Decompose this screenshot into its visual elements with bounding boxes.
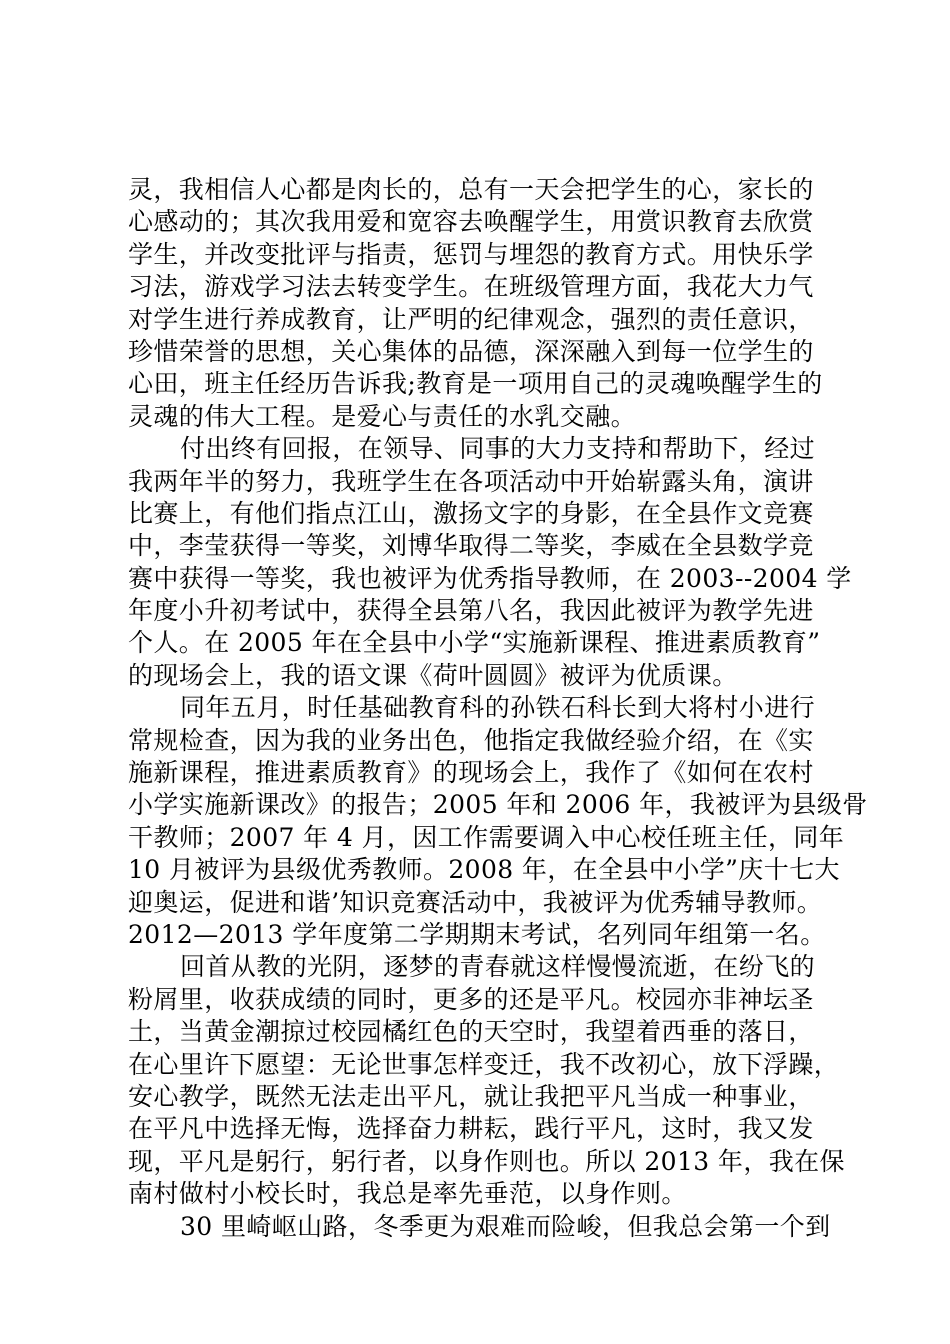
text-line: 10 月被评为县级优秀教师。2008 年，在全县中小学”庆十七大 <box>128 855 840 885</box>
text-line: 灵，我相信人心都是肉长的，总有一天会把学生的心，家长的 <box>128 175 814 204</box>
text-line: 年度小升初考试中，获得全县第八名，我因此被评为教学先进 <box>128 596 814 626</box>
text-line: 习法，游戏学习法去转变学生。在班级管理方面，我花大力气 <box>128 272 814 302</box>
text-line: 中，李莹获得一等奖，刘博华取得二等奖，李威在全县数学竞 <box>128 531 814 561</box>
text-line: 南村做村小校长时，我总是率先垂范，以身作则。 <box>128 1179 687 1209</box>
paragraph-first-line: 30 里崎岖山路，冬季更为艰难而险峻，但我总会第一个到 <box>180 1211 831 1241</box>
text-line: 土，当黄金潮掠过校园橘红色的天空时，我望着西垂的落日， <box>128 1017 814 1047</box>
text-line: 的现场会上，我的语文课《荷叶圆圆》被评为优质课。 <box>128 660 738 690</box>
paragraph-first-line: 回首从教的光阴，逐梦的青春就这样慢慢流逝，在纷飞的 <box>180 952 816 982</box>
text-line: 个人。在 2005 年在全县中小学“实施新课程、推进素质教育” <box>128 628 821 658</box>
text-line: 灵魂的伟大工程。是爱心与责任的水乳交融。 <box>128 401 637 431</box>
text-line: 施新课程，推进素质教育》的现场会上，我作了《如何在农村 <box>128 758 814 788</box>
text-line: 赛中获得一等奖，我也被评为优秀指导教师，在 2003--2004 学 <box>128 563 852 593</box>
text-line: 学生，并改变批评与指责，惩罚与埋怨的教育方式。用快乐学 <box>128 239 814 269</box>
paragraph-first-line: 付出终有回报，在领导、同事的大力支持和帮助下，经过 <box>180 434 816 464</box>
text-line: 粉屑里，收获成绩的同时，更多的还是平凡。校园亦非神坛圣 <box>128 984 814 1014</box>
text-line: 在平凡中选择无悔，选择奋力耕耘，践行平凡，这时，我又发 <box>128 1114 814 1144</box>
document-body <box>128 174 868 1243</box>
text-line: 2012—2013 学年度第二学期期末考试，名列同年组第一名。 <box>128 919 826 949</box>
text-line: 比赛上，有他们指点江山，激扬文字的身影，在全县作文竞赛 <box>128 498 814 528</box>
text-line: 安心教学，既然无法走出平凡，就让我把平凡当成一种事业， <box>128 1081 814 1111</box>
text-line: 迎奥运，促进和谐’知识竞赛活动中，我被评为优秀辅导教师。 <box>128 887 823 917</box>
text-line: 在心里许下愿望：无论世事怎样变迁，我不改初心，放下浮躁， <box>128 1049 840 1079</box>
text-line: 我两年半的努力，我班学生在各项活动中开始崭露头角，演讲 <box>128 466 814 496</box>
text-line: 常规检查，因为我的业务出色，他指定我做经验介绍，在《实 <box>128 725 814 755</box>
text-line: 心感动的；其次我用爱和宽容去唤醒学生，用赏识教育去欣赏 <box>128 207 814 237</box>
text-line: 现，平凡是躬行，躬行者，以身作则也。所以 2013 年，我在保 <box>128 1146 845 1176</box>
text-line: 对学生进行养成教育，让严明的纪律观念，强烈的责任意识， <box>128 304 814 334</box>
paragraph-first-line: 同年五月，时任基础教育科的孙铁石科长到大将村小进行 <box>180 693 816 723</box>
text-line: 珍惜荣誉的思想，关心集体的品德，深深融入到每一位学生的 <box>128 336 814 366</box>
text-line: 小学实施新课改》的报告；2005 年和 2006 年，我被评为县级骨 <box>128 790 868 820</box>
text-line: 心田，班主任经历告诉我;教育是一项用自己的灵魂唤醒学生的 <box>128 369 823 399</box>
text-line: 干教师；2007 年 4 月，因工作需要调入中心校任班主任，同年 <box>128 822 845 852</box>
